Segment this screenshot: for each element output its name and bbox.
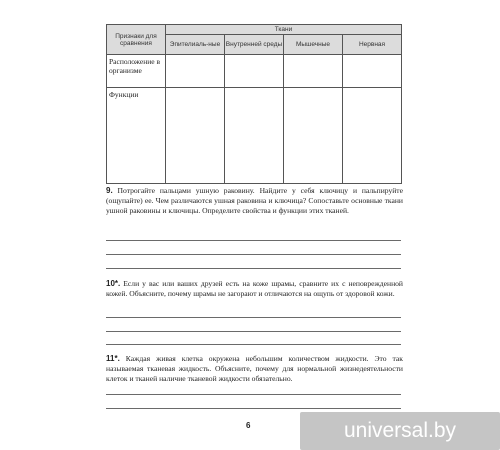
table-header-epithelial: Эпителиаль-ные [166,35,225,55]
question-number: 11*. [106,354,120,363]
answer-line[interactable] [106,394,401,395]
table-row-label-functions: Функции [107,88,166,184]
table-cell[interactable] [284,88,343,184]
question-number: 10*. [106,279,121,288]
table-header-criteria: Признаки для сравнения [107,25,166,55]
table-cell[interactable] [225,88,284,184]
table-header-tissues: Ткани [166,25,402,35]
table-cell[interactable] [225,55,284,88]
table-cell[interactable] [343,88,402,184]
tissue-comparison-table [106,24,402,184]
watermark: universal.by [300,412,500,450]
table-cell[interactable] [343,55,402,88]
question-number: 9. [106,186,113,195]
table-header-nervous: Нервная [343,35,402,55]
answer-line[interactable] [106,344,401,345]
question-9 [106,186,403,216]
table-row-label-location: Расположение в организме [107,55,166,88]
question-10 [106,279,403,299]
answer-line[interactable] [106,240,401,241]
answer-line[interactable] [106,408,401,409]
table-header-internal-environment: Внутренней среды [225,35,284,55]
table-header-muscle: Мышечные [284,35,343,55]
answer-line[interactable] [106,317,401,318]
answer-line[interactable] [106,254,401,255]
question-text: Потрогайте пальцами ушную раковину. Найдите у себя ключицу и пальпируйте (ощупайте) ее. Чем различаются ушная раковина и ключица? Сопоставьте основные ткани ушной раковины и ключицы. Определите свойства и функции этих тканей. [106,186,404,215]
table-cell[interactable] [166,55,225,88]
question-text: Если у вас или ваших друзей есть на коже шрамы, сравните их с неповрежденной кожей. Объясните, почему шрамы не загорают и отличаются на ощупь от здоровой кожи. [106,279,404,298]
table-cell[interactable] [284,55,343,88]
page-number: 6 [246,421,251,430]
table-cell[interactable] [166,88,225,184]
answer-line[interactable] [106,331,401,332]
answer-line[interactable] [106,268,401,269]
question-text: Каждая живая клетка окружена небольшим количеством жидкости. Это так называемая тканевая жидкость. Объясните, почему для нормальной жизнедеятельности клеток и тканей наличие тканевой жидкости обязательно. [106,354,403,383]
question-11 [106,354,403,384]
